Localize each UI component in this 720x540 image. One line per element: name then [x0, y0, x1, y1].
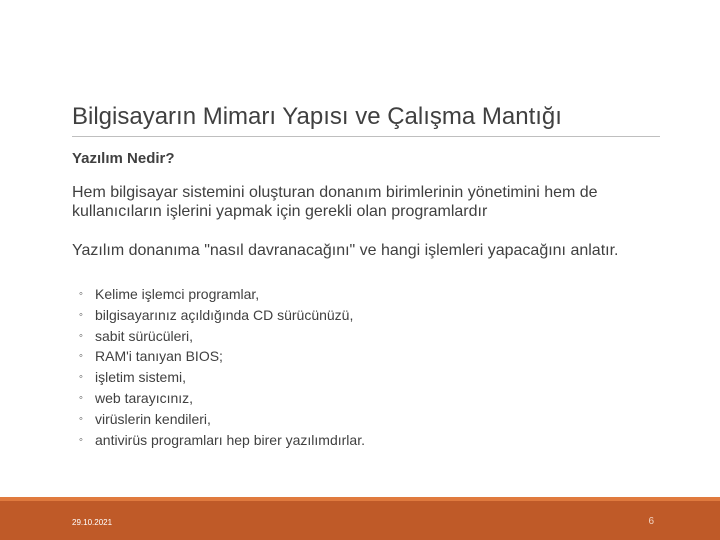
- list-item-text: sabit sürücüleri,: [95, 327, 194, 344]
- list-item-text: virüslerin kendileri,: [95, 410, 211, 427]
- list-item-text: Kelime işlemci programlar,: [95, 286, 260, 302]
- list-item: [79, 284, 365, 305]
- bullet-icon: ◦: [79, 433, 83, 446]
- paragraph-definition: Hem bilgisayar sistemini oluşturan donanım birimlerinin yönetimini hem de kullanıcıların işlerini yapmak için gerekli olan programlardır: [72, 184, 598, 220]
- bullet-icon: ◦: [79, 391, 83, 404]
- bullet-icon: ◦: [79, 350, 83, 363]
- footer-date: 29.10.2021: [72, 518, 113, 527]
- title-divider: [72, 136, 660, 137]
- bullet-icon: ◦: [79, 308, 83, 321]
- bullet-icon: ◦: [79, 288, 83, 300]
- list-item: [79, 346, 365, 367]
- list-item: [79, 388, 365, 409]
- slide-title: Bilgisayarın Mimarı Yapısı ve Çalışma Mantığı: [72, 103, 562, 130]
- list-item-text: web tarayıcınız,: [95, 389, 194, 406]
- list-item: [79, 326, 365, 347]
- list-item: [79, 305, 365, 326]
- bullet-icon: ◦: [79, 329, 83, 342]
- list-item: [79, 409, 365, 430]
- bullet-list: [79, 284, 365, 450]
- list-item-text: antivirüs programları hep birer yazılımdırlar.: [95, 431, 365, 448]
- list-item: [79, 430, 365, 451]
- list-item: [79, 367, 365, 388]
- list-item-text: bilgisayarınız açıldığında CD sürücünüzü,: [95, 306, 354, 323]
- page-number: 6: [648, 516, 654, 527]
- list-item-text: RAM'i tanıyan BIOS;: [95, 348, 223, 365]
- bullet-icon: ◦: [79, 371, 83, 384]
- bullet-icon: ◦: [79, 412, 83, 425]
- paragraph-description: Yazılım donanıma "nasıl davranacağını" ve hangi işlemleri yapacağını anlatır.: [72, 242, 619, 259]
- slide-subtitle: Yazılım Nedir?: [72, 150, 175, 167]
- list-item-text: işletim sistemi,: [95, 369, 187, 386]
